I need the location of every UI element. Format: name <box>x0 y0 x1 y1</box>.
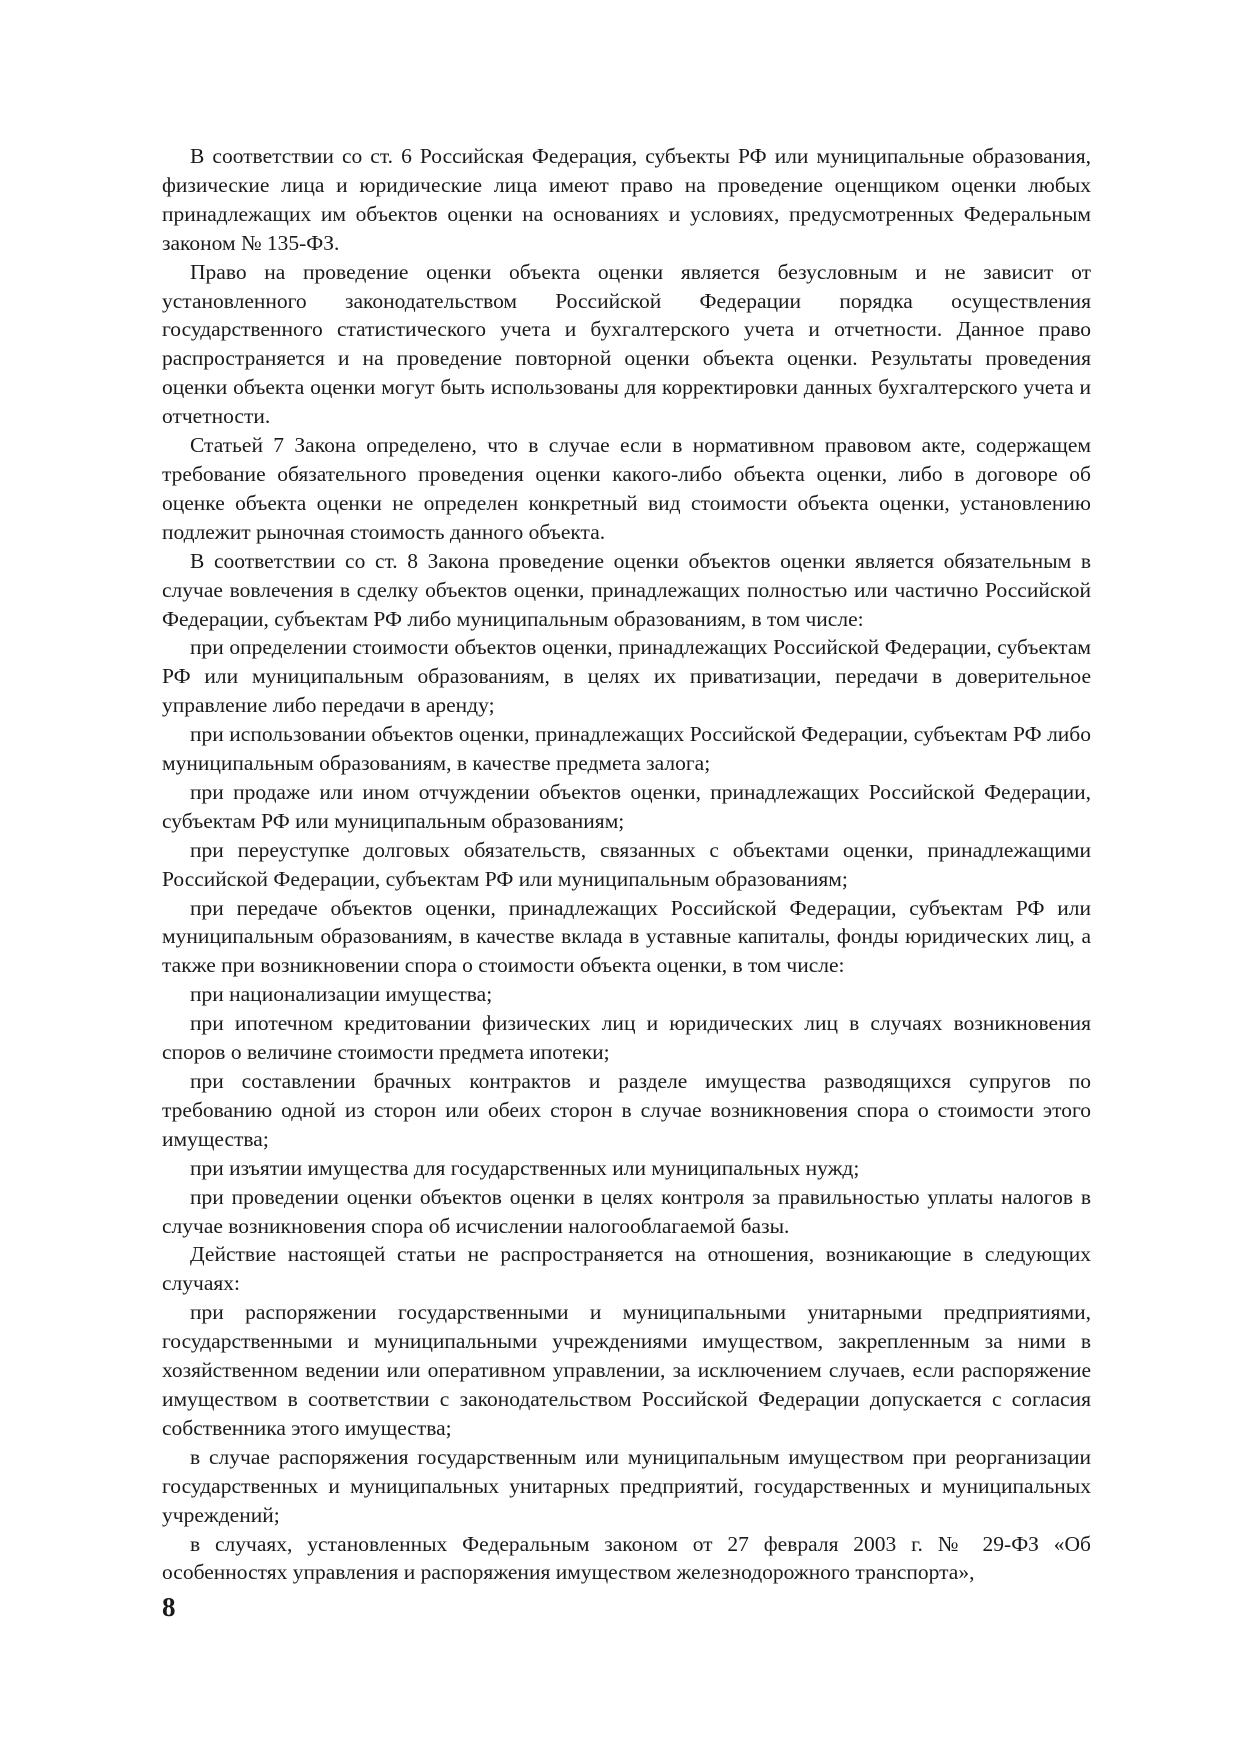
paragraph: при переуступке долговых обязательств, связанных с объектами оценки, принадлежащими Российской Федерации, субъектам РФ или муниципальным образованиям; <box>162 837 1091 891</box>
paragraph: при национализации имущества; <box>190 982 493 1007</box>
paragraph: в случаях, установленных Федеральным законом от 27 февраля 2003 г. № 29-ФЗ «Об особенностях управления и распоряжения имуществом железнодорожного транспорта», <box>162 1531 1091 1585</box>
paragraph: в случае распоряжения государственным или муниципальным имуществом при реорганизации государственных и муниципальных унитарных предприятий, государственных и муниципальных учреждений; <box>162 1444 1091 1527</box>
page-number: 8 <box>162 1592 176 1622</box>
paragraph: при составлении брачных контрактов и разделе имущества разводящихся супругов по требованию одной из сторон или обеих сторон в случае возникновения спора о стоимости этого имущества; <box>162 1069 1091 1151</box>
paragraph: Право на проведение оценки объекта оценки является безусловным и не зависит от установленного законодательством Российской Федерации порядка осуществления государственного статистического учета и бухгалтерского учета и отчетности. Данное право распространяется и на проведение повторной оценки объекта оценки. Результаты проведения оценки объекта оценки могут быть использованы для корректировки данных бухгалтерского учета и отчетности. <box>162 259 1091 429</box>
paragraph: Статьей 7 Закона определено, что в случае если в нормативном правовом акте, содержащем требование обязательного проведения оценки какого-либо объекта оценки, либо в договоре об оценке объекта оценки не определен конкретный вид стоимости объекта оценки, установлению подлежит рыночная стоимость данного объекта. <box>162 433 1091 544</box>
paragraph: при ипотечном кредитовании физических лиц и юридических лиц в случаях возникновения споров о величине стоимости предмета ипотеки; <box>162 1011 1091 1065</box>
body-text <box>162 142 1091 1587</box>
paragraph: Действие настоящей статьи не распространяется на отношения, возникающие в следующих случаях: <box>162 1242 1091 1296</box>
paragraph: В соответствии со ст. 6 Российская Федерация, субъекты РФ или муниципальные образования, физические лица и юридические лица имеют право на проведение оценщиком оценки любых принадлежащих им объектов оценки на основаниях и условиях, предусмотренных Федеральным законом № 135-ФЗ. <box>162 144 1091 255</box>
paragraph: при использовании объектов оценки, принадлежащих Российской Федерации, субъектам РФ либо муниципальным образованиям, в качестве предмета залога; <box>162 722 1091 776</box>
paragraph: при проведении оценки объектов оценки в целях контроля за правильностью уплаты налогов в случае возникновения спора об исчислении налогооблагаемой базы. <box>162 1184 1091 1238</box>
paragraph: при определении стоимости объектов оценки, принадлежащих Российской Федерации, субъектам РФ или муниципальным образованиям, в целях их приватизации, передачи в доверительное управление либо передачи в аренду; <box>162 635 1091 718</box>
paragraph: при изъятии имущества для государственных или муниципальных нужд; <box>190 1155 860 1180</box>
paragraph: при распоряжении государственными и муниципальными унитарными предприятиями, государственными и муниципальными учреждениями имуществом, закрепленным за ними в хозяйственном ведении или оперативном управлении, за исключением случаев, если распоряжение имуществом в соответствии с законодательством Российской Федерации допускается с согласия собственника этого имущества; <box>162 1300 1091 1440</box>
paragraph: В соответствии со ст. 8 Закона проведение оценки объектов оценки является обязательным в случае вовлечения в сделку объектов оценки, принадлежащих полностью или частично Российской Федерации, субъектам РФ либо муниципальным образованиям, в том числе: <box>162 548 1091 631</box>
paragraph: при продаже или ином отчуждении объектов оценки, принадлежащих Российской Федерации, субъектам РФ или муниципальным образованиям; <box>162 779 1091 833</box>
paragraph: при передаче объектов оценки, принадлежащих Российской Федерации, субъектам РФ или муниципальным образованиям, в качестве вклада в уставные капиталы, фонды юридических лиц, а также при возникновении спора о стоимости объекта оценки, в том числе: <box>162 895 1091 978</box>
